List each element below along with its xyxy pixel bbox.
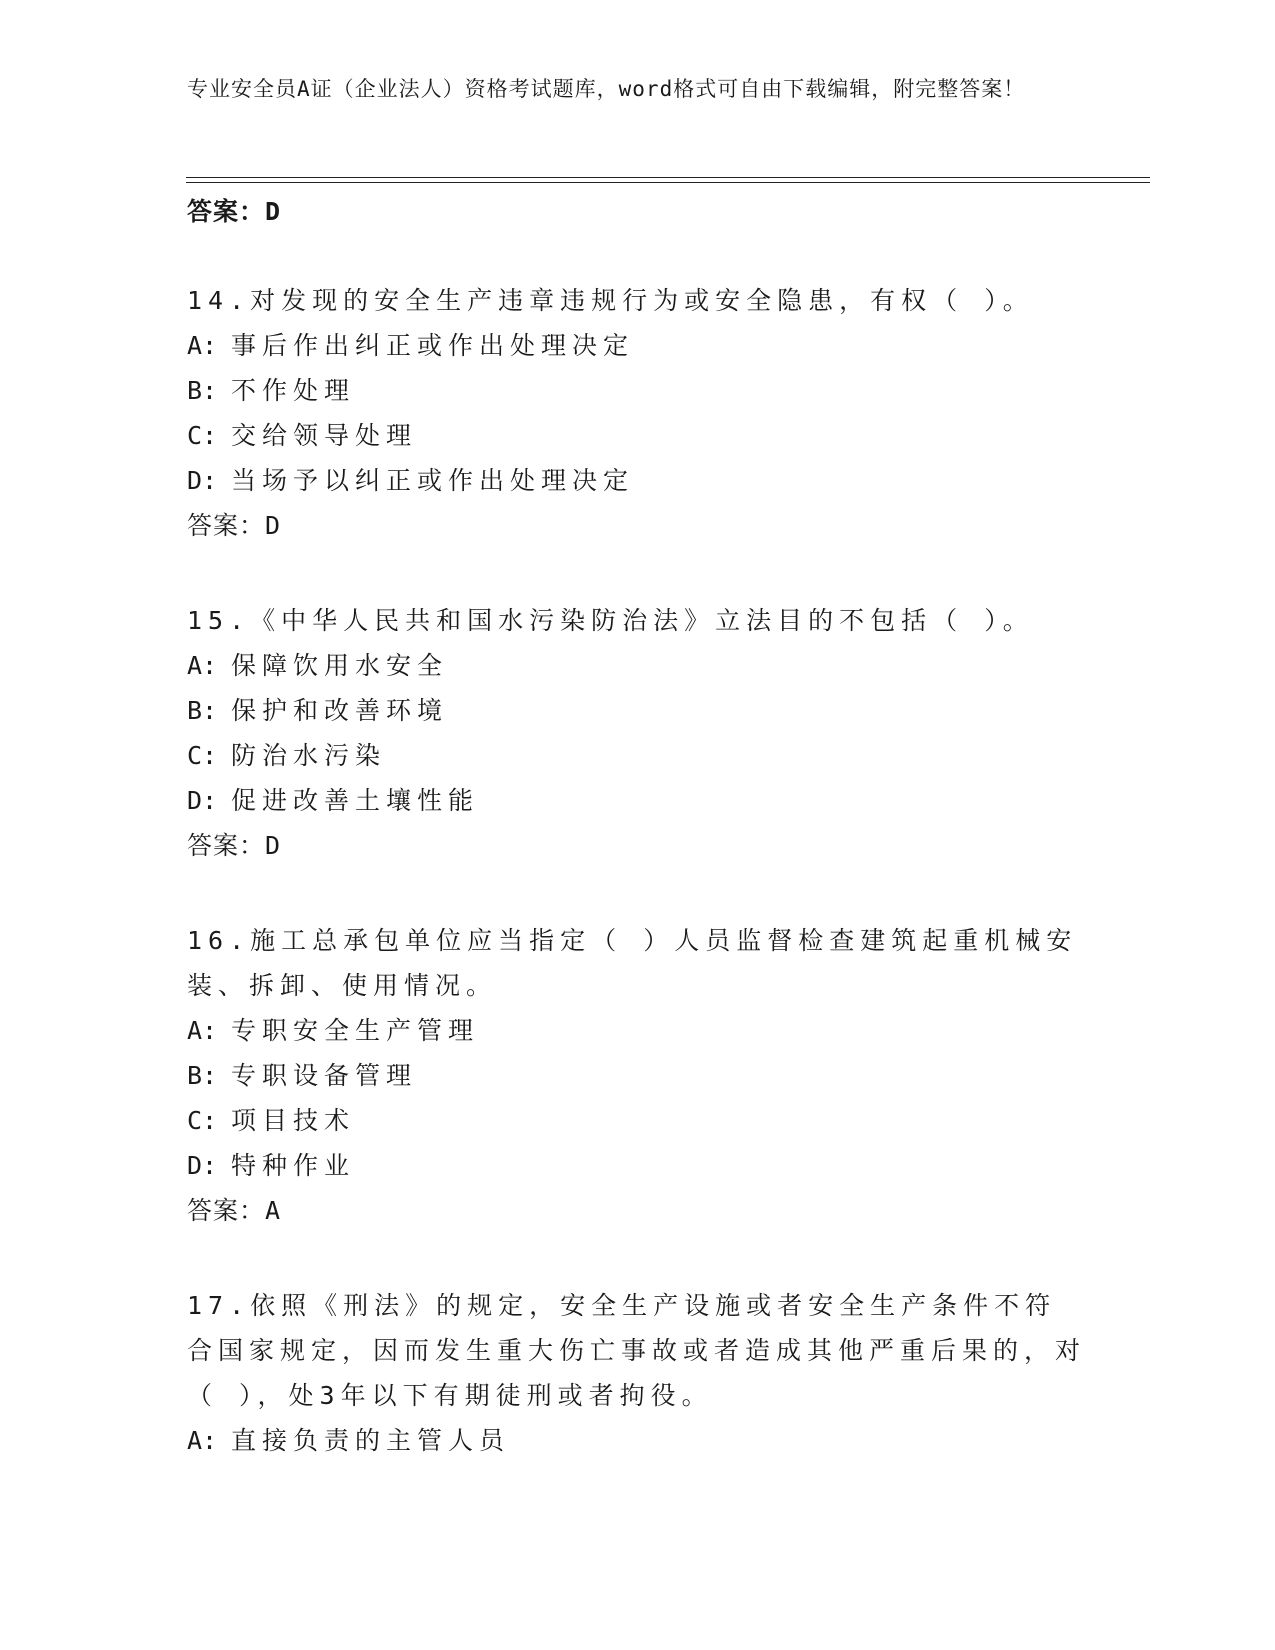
answer-line — [187, 196, 1087, 228]
option-key: B: — [187, 1061, 218, 1090]
option-text: 专职设备管理 — [231, 1061, 418, 1090]
question-item — [187, 278, 1087, 548]
option-key: A: — [187, 1016, 218, 1045]
option-d — [187, 458, 1087, 503]
option-text: 促进改善土壤性能 — [231, 786, 480, 815]
option-text: 交给领导处理 — [231, 421, 418, 450]
option-b — [187, 1053, 1087, 1098]
option-a — [187, 323, 1087, 368]
answer-line — [187, 823, 1087, 868]
question-stem: 16.施工总承包单位应当指定（ ）人员监督检查建筑起重机械安装、拆卸、使用情况。 — [187, 926, 1078, 1000]
option-key: D: — [187, 786, 218, 815]
option-d — [187, 778, 1087, 823]
option-key: A: — [187, 1426, 218, 1455]
option-text: 事后作出纠正或作出处理决定 — [231, 331, 635, 360]
option-c — [187, 733, 1087, 778]
option-key: D: — [187, 466, 218, 495]
option-text: 当场予以纠正或作出处理决定 — [231, 466, 635, 495]
option-key: C: — [187, 1106, 218, 1135]
option-text: 直接负责的主管人员 — [231, 1426, 511, 1455]
page-header: 专业安全员A证（企业法人）资格考试题库，word格式可自由下载编辑，附完整答案！ — [187, 77, 1026, 101]
answer-label: 答案： — [187, 197, 266, 226]
option-text: 特种作业 — [231, 1151, 356, 1180]
option-text: 不作处理 — [231, 376, 356, 405]
option-key: A: — [187, 331, 218, 360]
answer-value: D — [265, 511, 282, 540]
option-key: C: — [187, 421, 218, 450]
option-text: 项目技术 — [231, 1106, 356, 1135]
header-rule-top — [186, 177, 1150, 178]
answer-label: 答案： — [187, 511, 266, 540]
question-stem: 15.《中华人民共和国水污染防治法》立法目的不包括（ ）。 — [187, 606, 1034, 635]
answer-label: 答案： — [187, 1196, 266, 1225]
question-stem: 14.对发现的安全生产违章违规行为或安全隐患，有权（ ）。 — [187, 286, 1034, 315]
option-key: B: — [187, 376, 218, 405]
question-stem: 17.依照《刑法》的规定，安全生产设施或者安全生产条件不符合国家规定，因而发生重大伤亡事故或者造成其他严重后果的，对（ ），处3年以下有期徒刑或者拘役。 — [187, 1291, 1087, 1410]
option-a — [187, 643, 1087, 688]
option-a — [187, 1008, 1087, 1053]
option-text: 防治水污染 — [231, 741, 387, 770]
answer-value: D — [265, 197, 282, 226]
option-text: 专职安全生产管理 — [231, 1016, 480, 1045]
option-key: C: — [187, 741, 218, 770]
option-key: D: — [187, 1151, 218, 1180]
question-item — [187, 598, 1087, 868]
question-item — [187, 1283, 1087, 1463]
option-a — [187, 1418, 1087, 1463]
option-b — [187, 368, 1087, 413]
answer-line — [187, 503, 1087, 548]
answer-value: A — [265, 1196, 282, 1225]
question-list — [187, 190, 1087, 1463]
option-c — [187, 413, 1087, 458]
answer-label: 答案： — [187, 831, 266, 860]
option-text: 保障饮用水安全 — [231, 651, 449, 680]
option-b — [187, 688, 1087, 733]
option-d — [187, 1143, 1087, 1188]
answer-line — [187, 1188, 1087, 1233]
option-c — [187, 1098, 1087, 1143]
header-rule-bottom — [186, 182, 1150, 183]
option-text: 保护和改善环境 — [231, 696, 449, 725]
option-key: B: — [187, 696, 218, 725]
option-key: A: — [187, 651, 218, 680]
question-item — [187, 918, 1087, 1233]
answer-value: D — [265, 831, 282, 860]
